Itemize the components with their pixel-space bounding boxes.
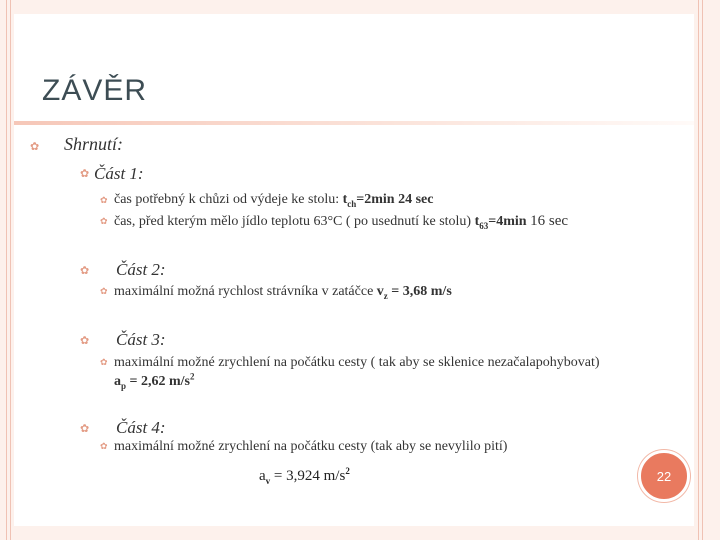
value-tail: 16 sec [530, 213, 569, 229]
bullet-icon: ✿ [80, 423, 90, 435]
subscript: z [383, 290, 388, 301]
bullet-icon: ✿ [100, 286, 108, 296]
title-ribbon [14, 121, 694, 125]
section-heading-4: Část 4: [116, 418, 166, 437]
list-item [114, 284, 452, 301]
bullet-icon: ✿ [100, 195, 108, 205]
subscript: v [265, 476, 271, 486]
item-text: čas, před kterým mělo jídlo teplotu 63°C ( po usednutí ke stolu) [114, 214, 475, 229]
frame-line-left-inner [10, 0, 11, 540]
bullet-icon: ✿ [100, 216, 108, 226]
formula [114, 371, 195, 391]
value: = 3,68 m/s [387, 284, 452, 299]
section-heading-2: Část 2: [116, 260, 166, 279]
bullet-icon: ✿ [80, 168, 90, 180]
slide [14, 14, 694, 526]
superscript: 2 [190, 371, 195, 381]
subscript: ch [347, 198, 357, 209]
var: a [259, 468, 266, 484]
list-item [114, 355, 600, 390]
frame-line-left [6, 0, 7, 540]
bullet-icon: ✿ [100, 441, 108, 451]
section-heading-1: Část 1: [94, 164, 144, 183]
var: a [114, 373, 121, 389]
formula [475, 214, 531, 229]
formula [343, 192, 434, 207]
var: t [342, 192, 348, 207]
summary-heading: Shrnutí: [64, 134, 124, 154]
value: =2min 24 sec [356, 192, 434, 207]
list-item [114, 439, 507, 455]
page-number-badge: 22 [638, 450, 690, 502]
bullet-icon: ✿ [80, 335, 90, 347]
bullet-icon: ✿ [80, 265, 90, 277]
subscript: p [121, 380, 127, 391]
bullet-icon: ✿ [100, 357, 108, 367]
section-heading-3: Část 3: [116, 330, 166, 349]
list-item [114, 213, 568, 231]
item-text: maximální možné zrychlení na počátku cesty (tak aby se nevylilo pití) [114, 439, 508, 454]
superscript: 2 [345, 466, 350, 476]
var: v [376, 284, 384, 299]
page-title: ZÁVĚR [42, 74, 148, 107]
value: = 2,62 m/s [126, 373, 190, 389]
list-item [114, 192, 433, 209]
frame-line-right [698, 0, 699, 540]
frame-line-right-inner [702, 0, 703, 540]
item-text: čas potřebný k chůzi od výdeje ke stolu: [114, 192, 343, 207]
value: = 3,924 m/s [270, 468, 346, 484]
formula-line [259, 466, 350, 486]
value: =4min [488, 214, 531, 229]
subscript: 63 [479, 220, 489, 231]
item-text: maximální možné zrychlení na počátku cesty ( tak aby se sklenice nezačalapohybovat) [114, 355, 600, 370]
formula [377, 284, 452, 299]
var: t [474, 214, 480, 229]
item-text: maximální možná rychlost strávníka v zatáčce [114, 284, 377, 299]
bullet-icon: ✿ [30, 141, 40, 153]
